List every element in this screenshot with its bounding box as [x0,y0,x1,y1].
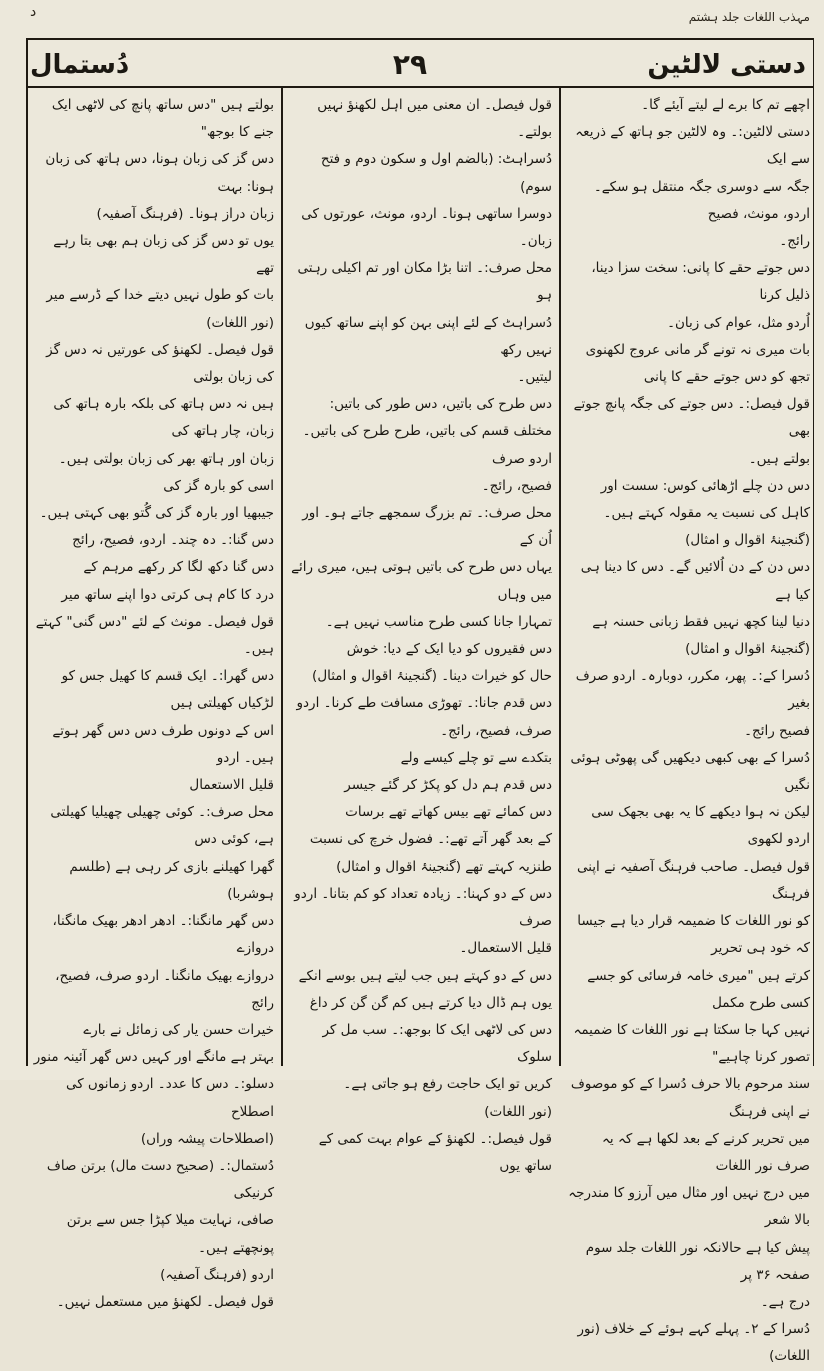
top-border [26,38,814,40]
header-border [26,86,814,88]
running-header: مہذب اللغات جلد ہشتم [688,10,810,24]
column-right [562,92,816,1365]
column-left [26,92,280,1310]
column-divider-right [559,88,561,1066]
corner-mark: د [30,4,37,20]
column-middle [284,92,558,1174]
column-left-text: بولتے ہیں "دس ساتھ پانچ کی لاٹھی ایک جنے کا بوجھ" دس گز کی زبان ہونا، دس ہاتھ کی زبان ہونا: بہت زبان دراز ہونا۔ (فرہنگ آصفیہ) یوں تو دس گز کی زبان ہم بھی بتا رہے تھے بات کو طول نہیں دیتے خدا کے ڈرسے میر (نور اللغات) قول فیصل۔ لکھنؤ کی عورتیں نہ دس گز کی زبان بولتی ہیں نہ دس ہاتھ کی بلکہ بارہ ہاتھ کی زبان، چار ہاتھ کی زبان اور ہاتھ بھر کی زبان بولتی ہیں۔ اسی کو بارہ گز کی جیبھیا اور بارہ گز کی گُتو بھی کہتی ہیں۔ دس گنا:۔ دہ چند۔ اردو، فصیح، رائج دس گنا دکھ لگا کر رکھے مرہم کے درد کا کام ہی کرتی دوا اپنے ساتھ میر قول فیصل۔ مونث کے لئے "دس گنی" کہتے ہیں۔ دس گھرا:۔ ایک قسم کا کھیل جس کو لڑکیاں کھیلتی ہیں اس کے دونوں طرف دس دس گھر ہوتے ہیں۔ اردو قلیل الاستعمال محل صرف:۔ کوئی چھیلی چھیلیا کھیلتی ہے، کوئی دس گھرا کھیلنے بازی کر رہی ہے (طلسم ہوشربا) دس گھر مانگنا:۔ ادھر ادھر بھیک مانگنا، دروازے دروازے بھیک مانگنا۔ اردو صرف، فصیح، رائج خیرات حسن یار کی زمائل نے بارے بہتر ہے مانگے اور کہیں دس گھر آئینہ منور دسلو:۔ دس کا عدد۔ اردو زمانوں کی اصطلاح (اصطلاحات پیشہ وراں) دُستمال:۔ (صحیح دست مال) برتن صاف کرنیکی صافی، نہایت میلا کپڑا جس سے برتن پونچھتے ہیں۔ اردو (فرہنگ آصفیہ) قول فیصل۔ لکھنؤ میں مستعمل نہیں۔ [33,97,274,1310]
page-number: ۲۹ [392,48,428,81]
header-left-title: دُستمال [30,50,130,80]
header-right-title: دستی لالٹین [647,50,806,80]
column-divider-left [281,88,283,1066]
column-middle-text: قول فیصل۔ ان معنی میں اہل لکھنؤ نہیں بولتے۔ دُسراہٹ: (بالضم اول و سکون دوم و فتح سوم) دوسرا ساتھی ہونا۔ اردو، مونث، عورتوں کی زبان۔ محل صرف:۔ اتنا بڑا مکان اور تم اکیلی رہتی ہو دُسراہٹ کے لئے اپنی بہن کو اپنے ساتھ کیوں نہیں رکھ لیتیں۔ دس طرح کی باتیں، دس طور کی باتیں: مختلف قسم کی باتیں، طرح طرح کی باتیں۔ اردو صرف فصیح، رائج۔ محل صرف:۔ تم بزرگ سمجھے جاتے ہو۔ اور اُن کے یہاں دس طرح کی باتیں ہوتی ہیں، میری رائے میں وہاں تمہارا جانا کسی طرح مناسب نہیں ہے۔ دس فقیروں کو دیا ایک کے دیا: خوش حال کو خیرات دینا۔ (گنجینۂ اقوال و امثال) دس قدم جانا:۔ تھوڑی مسافت طے کرنا۔ اردو صرف، فصیح، رائج۔ بتکدے سے تو چلے کیسے ولے دس قدم ہم دل کو پکڑ کر گئے جیسر دس کمائے تھے بیس کھاتے تھے برسات کے بعد گھر آتے تھے:۔ فضول خرچ کی نسبت طنزیہ کہتے تھے (گنجینۂ اقوال و امثال) دس کے دو کہنا:۔ زیادہ تعداد کو کم بتانا۔ اردو صرف قلیل الاستعمال۔ دس کے دو کہتے ہیں جب لیتے ہیں بوسے انکے یوں ہم ڈال دیا کرتے ہیں کم گن گن کر داغ دس کی لاٹھی ایک کا بوجھ:۔ سب مل کر سلوک کریں تو ایک حاجت رفع ہو جاتی ہے۔ (نور اللغات) قول فیصل:۔ لکھنؤ کے عوام بہت کمی کے ساتھ یوں [291,97,552,1174]
column-right-text: اچھے تم کا برے لے لیتے آیئے گا۔ دستی لالٹین:۔ وہ لالٹین جو ہاتھ کے ذریعہ سے ایک جگہ سے دوسری جگہ منتقل ہو سکے۔ اردو، مونث، فصیح رائج۔ دس جوتے حقے کا پانی: سخت سزا دینا، ذلیل کرنا اُردو مثل، عوام کی زبان۔ بات میری نہ تونے گر مانی عروج لکھنوی تجھ کو دس جوتے حقے کا پانی قول فیصل:۔ دس جوتے کی جگہ پانچ جوتے بھی بولتے ہیں۔ دس دن چلے اڑھائی کوس: سست اور کاہل کی نسبت یہ مقولہ کہتے ہیں۔ (گنجینۂ اقوال و امثال) دس دن کے دن اُلائیں گے۔ دس کا دینا ہی کیا ہے دنیا لینا کچھ نہیں فقط زبانی حسنہ ہے (گنجینۂ اقوال و امثال) دُسرا کے:۔ پھر، مکرر، دوبارہ۔ اردو صرف بغیر فصیح رائج۔ دُسرا کے بھی کبھی دیکھیں گی پھوٹی ہوئی نگیں لیکن نہ ہوا دیکھے کا یہ بھی بجھک سی اردو لکھوی قول فیصل۔ صاحب فرہنگ آصفیہ نے اپنی فرہنگ کو نور اللغات کا ضمیمہ قرار دیا ہے جیسا کہ خود ہی تحریر کرتے ہیں "میری خامہ فرسائی کو جسے کسی طرح مکمل نہیں کہا جا سکتا ہے نور اللغات کا ضمیمہ تصور کرنا چاہیے" سند مرحوم بالا حرف دُسرا کے کو موصوف نے اپنی فرہنگ میں تحریر کرنے کے بعد لکھا ہے کہ یہ صرف نور اللغات میں درج نہیں اور مثال میں آرزو کا مندرجہ بالا شعر پیش کیا ہے حالانکہ نور اللغات جلد سوم صفحہ ۳۶ پر درج ہے۔ دُسرا کے ۲۔ پہلے کہے ہوئے کے خلاف (نور اللغات) [568,97,810,1365]
